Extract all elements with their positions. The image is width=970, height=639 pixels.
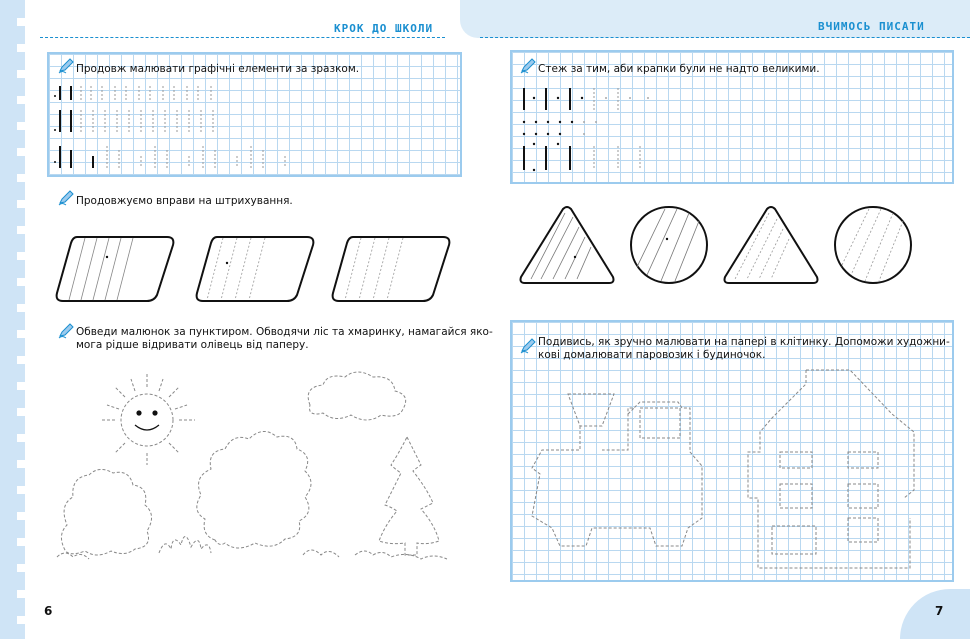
hatching-shapes [515,205,915,287]
sun-icon [101,373,195,465]
instruction-grid-drawing-line2: кові домалювати паровозик і будиночок. [538,349,766,361]
header-divider-right [480,37,970,38]
bush-icon [61,469,151,555]
instruction-grid-drawing-line1: Подивись, як зручно малювати на папері в клітинку. Допоможи художни- [538,336,950,348]
header-left-title: КРОК ДО ШКОЛИ [334,22,434,35]
header-right-title: ВЧИМОСЬ ПИСАТИ [818,20,925,33]
pencil-icon [520,338,536,354]
cloud-icon [308,372,405,420]
pencil-icon [520,58,536,74]
right-page-number: 7 [935,604,944,618]
fir-tree-icon [379,437,439,555]
locomotive-icon [532,394,702,546]
left-page-edge [0,0,22,639]
bush-icon [197,431,311,548]
instruction-dots: Стеж за тим, аби крапки були не надто великими. [538,63,820,75]
pencil-icon [58,58,74,74]
instruction-graphic-elements: Продовж малювати графічні елементи за зразком. [76,63,360,75]
instruction-tracing-line1: Обведи малюнок за пунктиром. Обводячи ліс та хмаринку, намагайся яко- [76,326,493,338]
graphic-elements-pattern [55,82,315,172]
grid-drawing-figures [518,368,918,578]
hatching-parallelograms [55,233,455,305]
house-icon [748,370,914,568]
pencil-icon [58,323,74,339]
grass-icon [159,536,211,553]
tracing-landscape [55,365,455,575]
header-divider-left [40,37,445,38]
dots-pattern [518,84,658,174]
instruction-hatching: Продовжуємо вправи на штрихування. [76,195,293,207]
instruction-tracing-line2: мога рідше відривати олівець від паперу. [76,339,309,351]
pencil-icon [58,190,74,206]
left-page-number: 6 [44,604,53,618]
